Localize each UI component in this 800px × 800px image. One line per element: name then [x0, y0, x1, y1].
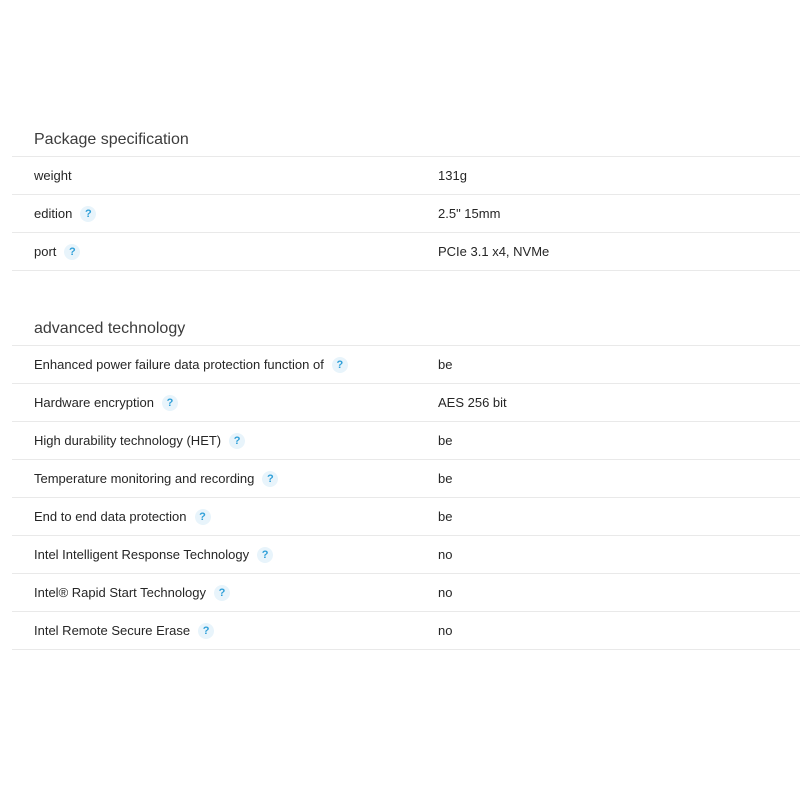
- spec-label: weight: [34, 168, 72, 183]
- spec-value: be: [438, 471, 453, 486]
- spec-row-power-failure-protection: [12, 346, 800, 384]
- spec-value: no: [438, 623, 453, 638]
- spec-value: no: [438, 547, 453, 562]
- help-question-icon[interactable]: ?: [195, 509, 211, 525]
- spec-row-temperature-monitoring: [12, 460, 800, 498]
- spec-value: no: [438, 585, 453, 600]
- spec-label: Intel® Rapid Start Technology ?: [34, 574, 230, 611]
- help-question-icon[interactable]: ?: [80, 206, 96, 222]
- help-question-icon[interactable]: ?: [257, 547, 273, 563]
- help-question-icon[interactable]: ?: [64, 244, 80, 260]
- spec-row-remote-secure-erase: [12, 612, 800, 650]
- help-question-icon[interactable]: ?: [198, 623, 214, 639]
- spec-row-rapid-start: [12, 574, 800, 612]
- spec-value: 131g: [438, 168, 467, 183]
- spec-label: Intel Intelligent Response Technology ?: [34, 536, 273, 573]
- package-specification-section: [12, 124, 800, 271]
- spec-row-port: [12, 233, 800, 271]
- spec-value: PCIe 3.1 x4, NVMe: [438, 244, 550, 259]
- section-title: advanced technology: [12, 313, 800, 346]
- advanced-technology-section: [12, 313, 800, 650]
- spec-label: End to end data protection ?: [34, 498, 211, 535]
- spec-label: Temperature monitoring and recording ?: [34, 460, 278, 497]
- spec-value: be: [438, 433, 453, 448]
- spec-value: be: [438, 357, 453, 372]
- help-question-icon[interactable]: ?: [262, 471, 278, 487]
- section-title: Package specification: [12, 124, 800, 157]
- spec-label: Hardware encryption ?: [34, 384, 178, 421]
- spec-label: edition ?: [34, 195, 96, 232]
- spec-label: Intel Remote Secure Erase ?: [34, 612, 214, 649]
- help-question-icon[interactable]: ?: [229, 433, 245, 449]
- spec-row-weight: [12, 157, 800, 195]
- spec-label: port ?: [34, 233, 80, 270]
- spec-value: 2.5" 15mm: [438, 206, 501, 221]
- spec-value: AES 256 bit: [438, 395, 507, 410]
- spec-row-end-to-end-protection: [12, 498, 800, 536]
- help-question-icon[interactable]: ?: [214, 585, 230, 601]
- spec-row-hardware-encryption: [12, 384, 800, 422]
- spec-row-high-durability: [12, 422, 800, 460]
- spec-row-intelligent-response: [12, 536, 800, 574]
- spec-label: High durability technology (HET) ?: [34, 422, 245, 459]
- spec-label: Enhanced power failure data protection function of ?: [34, 346, 348, 383]
- spec-value: be: [438, 509, 453, 524]
- help-question-icon[interactable]: ?: [162, 395, 178, 411]
- spec-row-edition: [12, 195, 800, 233]
- help-question-icon[interactable]: ?: [332, 357, 348, 373]
